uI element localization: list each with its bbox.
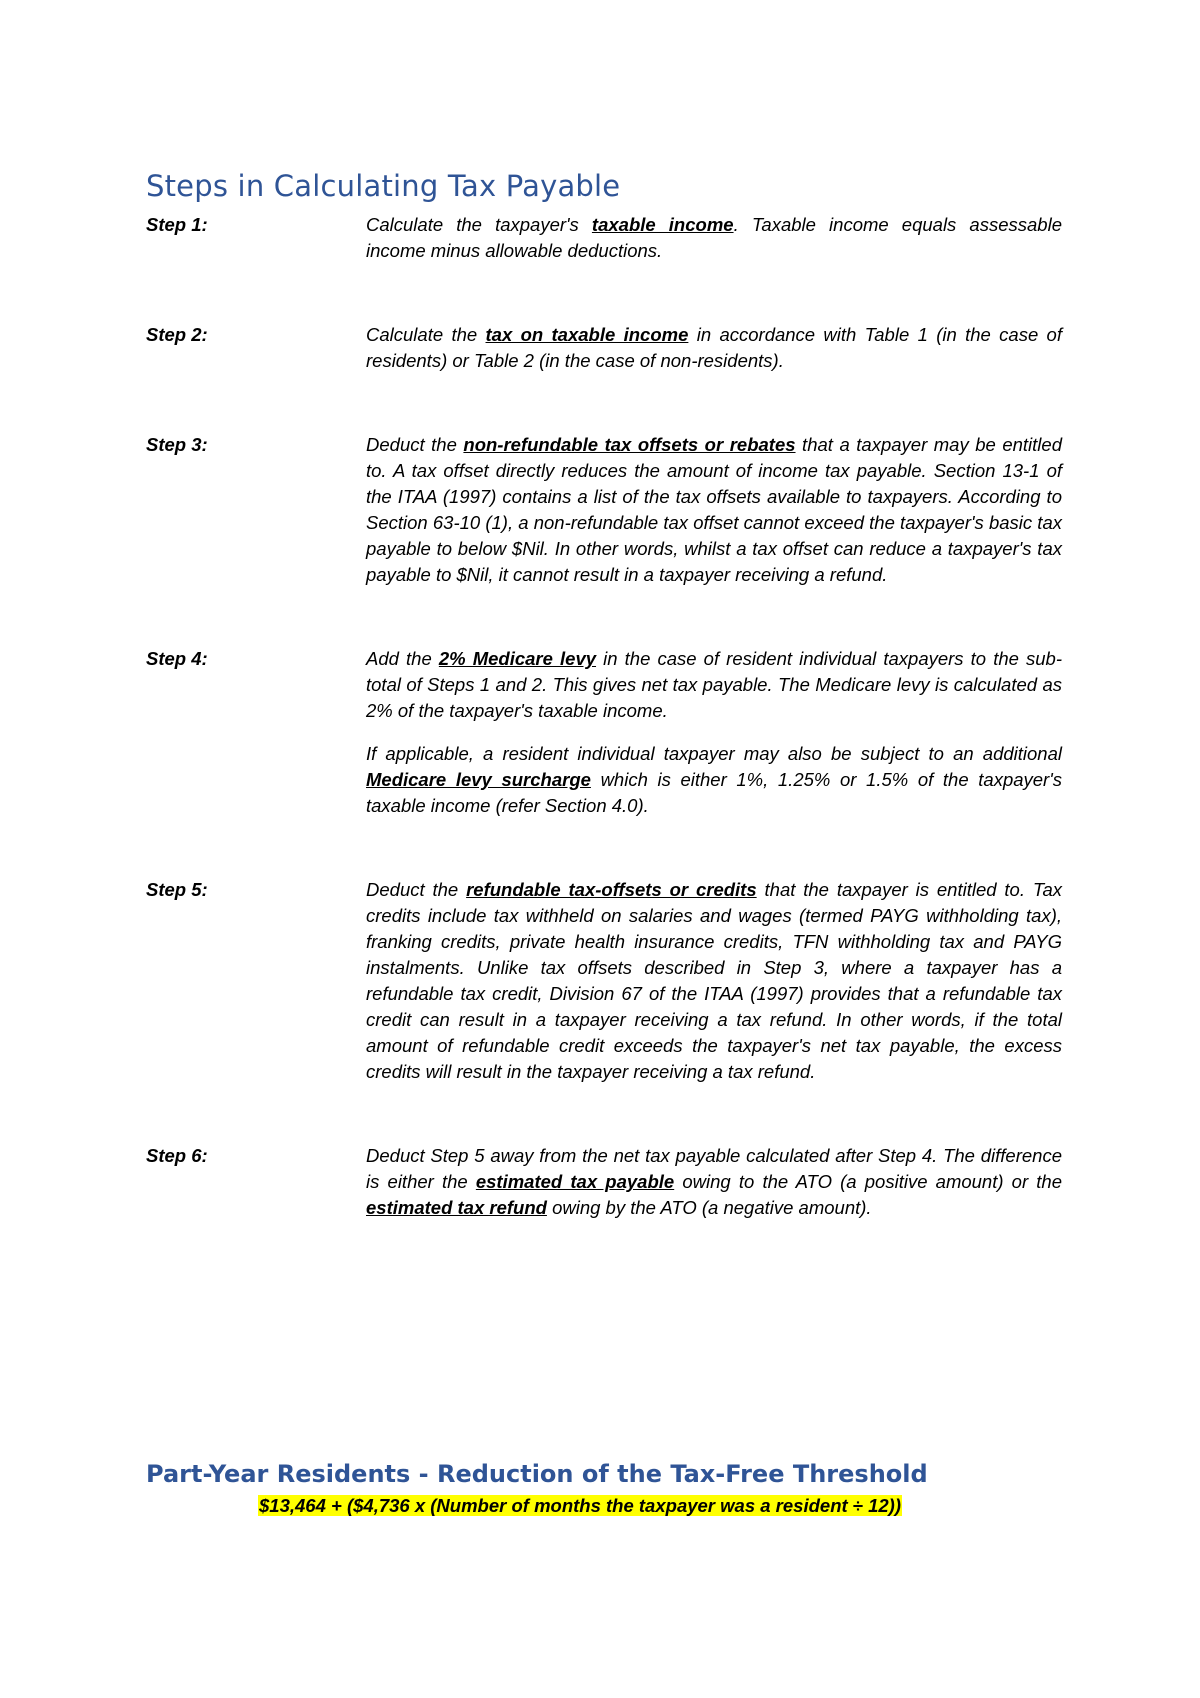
page-title: Steps in Calculating Tax Payable (146, 169, 621, 203)
key-term: refundable tax-offsets or credits (466, 879, 757, 900)
step-label: Step 2: (146, 324, 208, 345)
part-year-heading: Part-Year Residents - Reduction of the Tax-Free Threshold (146, 1460, 928, 1488)
step-5 (146, 877, 1062, 1085)
text-run: Calculate the (366, 324, 486, 345)
key-term: estimated tax payable (475, 1171, 675, 1192)
step-label: Step 6: (146, 1145, 208, 1166)
step-paragraph (366, 432, 1062, 588)
key-term: taxable income (591, 214, 734, 235)
steps-list (146, 212, 1062, 1221)
key-term: estimated tax refund (366, 1197, 547, 1218)
text-run: Deduct Step 5 away from the net tax payable calculated after Step 4. The difference is either the (366, 1145, 1062, 1192)
step-body (366, 646, 1062, 819)
text-run: that a taxpayer may be entitled to. A tax offset directly reduces the amount of income tax payable. Section 13-1 of the ITAA (1997) contains a list of the tax offsets available to taxpayers. According to Section 63-10 (1), a non-refundable tax offset cannot exceed the taxpayer's basic tax payable to below $Nil. In other words, whilst a tax offset can reduce a taxpayer's tax payable to $Nil, it cannot result in a taxpayer receiving a refund. (366, 434, 1062, 585)
text-run: . Taxable income equals assessable income minus allowable deductions. (366, 214, 1062, 261)
step-label: Step 4: (146, 648, 208, 669)
step-4 (146, 646, 1062, 819)
text-run: If applicable, a resident individual taxpayer may also be subject to an additional (366, 743, 1062, 764)
text-run: that the taxpayer is entitled to. Tax credits include tax withheld on salaries and wages (termed PAYG withholding tax), franking credits, private health insurance credits, TFN withholding tax and PAYG instalments. Unlike tax offsets described in Step 3, where a taxpayer has a refundable tax credit, Division 67 of the ITAA (1997) provides that a refundable tax credit can result in a taxpayer receiving a tax refund. In other words, if the total amount of refundable credit exceeds the taxpayer's net tax payable, the excess credits will result in the taxpayer receiving a tax refund. (366, 879, 1062, 1082)
text-run: Calculate the taxpayer's (366, 214, 592, 235)
step-label: Step 1: (146, 214, 208, 235)
step-label: Step 5: (146, 879, 208, 900)
text-run: owing by the ATO (a negative amount). (546, 1197, 872, 1218)
step-paragraph (366, 877, 1062, 1085)
text-run: in accordance with Table 1 (in the case of residents) or Table 2 (in the case of non-residents). (366, 324, 1062, 371)
part-year-formula-line (258, 1493, 902, 1519)
text-run: owing to the ATO (a positive amount) or the (674, 1171, 1063, 1192)
text-run: which is either 1%, 1.25% or 1.5% of the taxpayer's taxable income (refer Section 4.0). (366, 769, 1063, 816)
tax-free-threshold-formula: $13,464 + ($4,736 x (Number of months the taxpayer was a resident ÷ 12)) (259, 1495, 901, 1516)
step-paragraph (366, 741, 1062, 819)
key-term: tax on taxable income (485, 324, 689, 345)
text-run: Deduct the (366, 879, 467, 900)
text-run: Add the (366, 648, 439, 669)
step-body (366, 212, 1062, 264)
key-term: Medicare levy surcharge (366, 769, 591, 790)
step-paragraph (366, 212, 1062, 264)
step-6 (146, 1143, 1062, 1221)
key-term: 2% Medicare levy (438, 648, 597, 669)
key-term: non-refundable tax offsets or rebates (463, 434, 796, 455)
step-paragraph (366, 646, 1062, 724)
step-2 (146, 322, 1062, 374)
step-3 (146, 432, 1062, 588)
text-run: Deduct the (366, 434, 464, 455)
step-paragraph (366, 322, 1062, 374)
step-body (366, 877, 1062, 1085)
step-body (366, 1143, 1062, 1221)
step-paragraph (366, 1143, 1062, 1221)
step-label: Step 3: (146, 434, 208, 455)
step-body (366, 432, 1062, 588)
text-run: in the case of resident individual taxpayers to the sub-total of Steps 1 and 2. This gives net tax payable. The Medicare levy is calculated as 2% of the taxpayer's taxable income. (366, 648, 1063, 721)
step-body (366, 322, 1062, 374)
step-1 (146, 212, 1062, 264)
